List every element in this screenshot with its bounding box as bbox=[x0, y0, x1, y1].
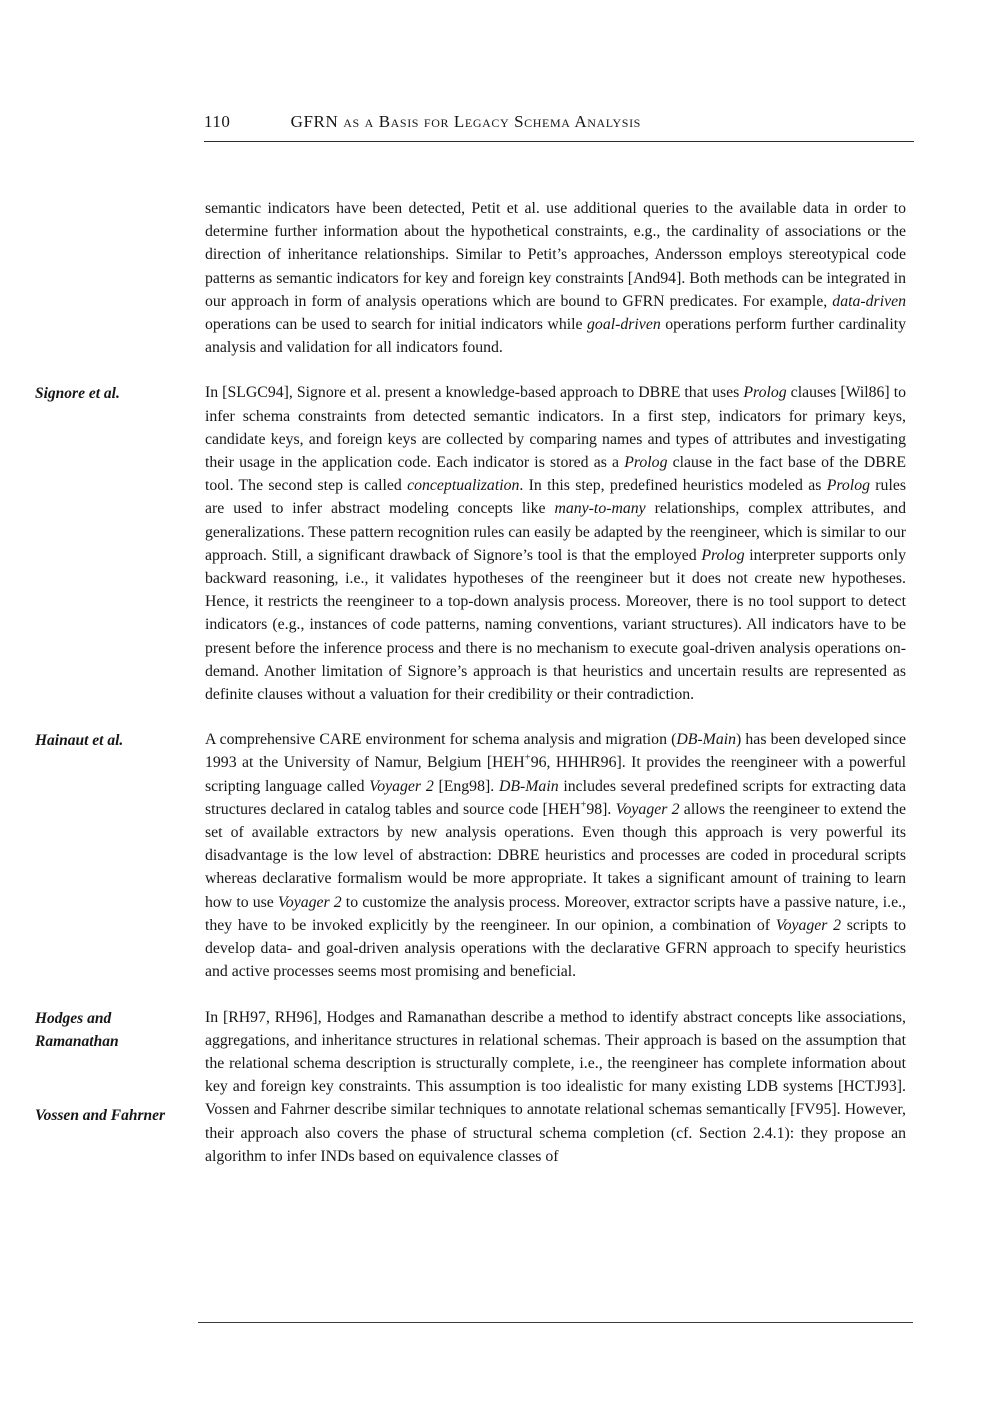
page-number: 110 bbox=[204, 112, 231, 131]
paragraph-hainaut bbox=[35, 728, 907, 983]
paragraph-hodges-vossen bbox=[35, 1006, 906, 1168]
paragraph-text: In [SLGC94], Signore et al. present a knowledge-based approach to DBRE that uses Prolog clauses [Wil86] to infer schema constraints from detected semantic indicators. In a first step, indicators for primary keys, candidate keys, and foreign keys are collected by comparing names and types of attributes and investigating their usage in the application code. Each indicator is stored as a Prolog clause in the fact base of the DBRE tool. The second step is called conceptualization. In this step, predefined heuristics modeled as Prolog rules are used to infer abstract modeling concepts like many-to-many relationships, complex attributes, and generalizations. These pattern recognition rules can easily be adapted by the reengineer, which is similar to our approach. Still, a significant drawback of Signore’s tool is that the employed Prolog interpreter supports only backward reasoning, i.e., it validates hypotheses of the reengineer but it does not create new hypotheses. Hence, it restricts the reengineer to a top-down analysis process. Moreover, there is no tool support to detect indicators (e.g., instances of code patterns, naming conventions, variant structures). All indicators have to be present before the inference process and there is no mechanism to execute goal-driven analysis operations on-demand. Another limitation of Signore’s approach is that heuristics and uncertain results are represented as definite clauses without a valuation for their credibility or their contradiction. bbox=[205, 384, 907, 704]
footer-rule bbox=[198, 1322, 913, 1323]
paragraph-intro bbox=[205, 197, 906, 359]
margin-label-signore: Signore et al. bbox=[35, 385, 120, 403]
page-header bbox=[204, 112, 914, 142]
running-title: GFRN as a Basis for Legacy Schema Analysis bbox=[290, 112, 641, 131]
page-body bbox=[35, 197, 907, 1190]
margin-label-vossen-fahrner: Vossen and Fahrner bbox=[35, 1106, 166, 1124]
paragraph-signore bbox=[35, 381, 907, 706]
paragraph-text: semantic indicators have been detected, Petit et al. use additional queries to the available data in order to determine further information about the hypothetical constraints, e.g., the cardinality of associations or the direction of inheritance relationships. Similar to Petit’s approaches, Andersson employs stereotypical code patterns as semantic indicators for key and foreign key constraints [And94]. Both methods can be integrated in our approach in form of analysis operations which are bound to GFRN predicates. For example, data-driven operations can be used to search for initial indicators while goal-driven operations perform further cardinality analysis and validation for all indicators found. bbox=[205, 200, 906, 357]
margin-label-hainaut: Hainaut et al. bbox=[35, 732, 124, 750]
paragraph-text: In [RH97, RH96], Hodges and Ramanathan describe a method to identify abstract concepts like associations, aggregations, and inheritance structures in relational schemas. Their approach is based on the assumption that the relational schema description is structurally complete, i.e., the reengineer has complete information about key and foreign key constraints. This assumption is too idealistic for many existing LDB systems [HCTJ93]. Vossen and Fahrner describe similar techniques to annotate relational schemas semantically [FV95]. However, their approach also covers the phase of structural schema completion (cf. Section 2.4.1): they propose an algorithm to infer INDs based on equivalence classes of bbox=[205, 1008, 906, 1165]
margin-label-hodges-ramanathan: Hodges and Ramanathan bbox=[35, 1009, 119, 1050]
paragraph-text: A comprehensive CARE environment for schema analysis and migration (DB-Main) has been developed since 1993 at the University of Namur, Belgium [HEH+96, HHHR96]. It provides the reengineer with a powerful scripting language called Voyager 2 [Eng98]. DB-Main includes several predefined scripts for extracting data structures declared in catalog tables and source code [HEH+98]. Voyager 2 allows the reengineer to extend the set of available extractors by new analysis operations. Even though this approach is very powerful its disadvantage is the low level of abstraction: DBRE heuristics and processes are coded in procedural scripts whereas declarative formalism would be more appropriate. It takes a significant amount of training to learn how to use Voyager 2 to customize the analysis process. Moreover, extractor scripts have a passive nature, i.e., they have to be invoked explicitly by the reengineer. In our opinion, a combination of Voyager 2 scripts to develop data- and goal-driven analysis operations with the declarative GFRN approach to specify heuristics and active processes seems most promising and beneficial. bbox=[205, 731, 907, 981]
